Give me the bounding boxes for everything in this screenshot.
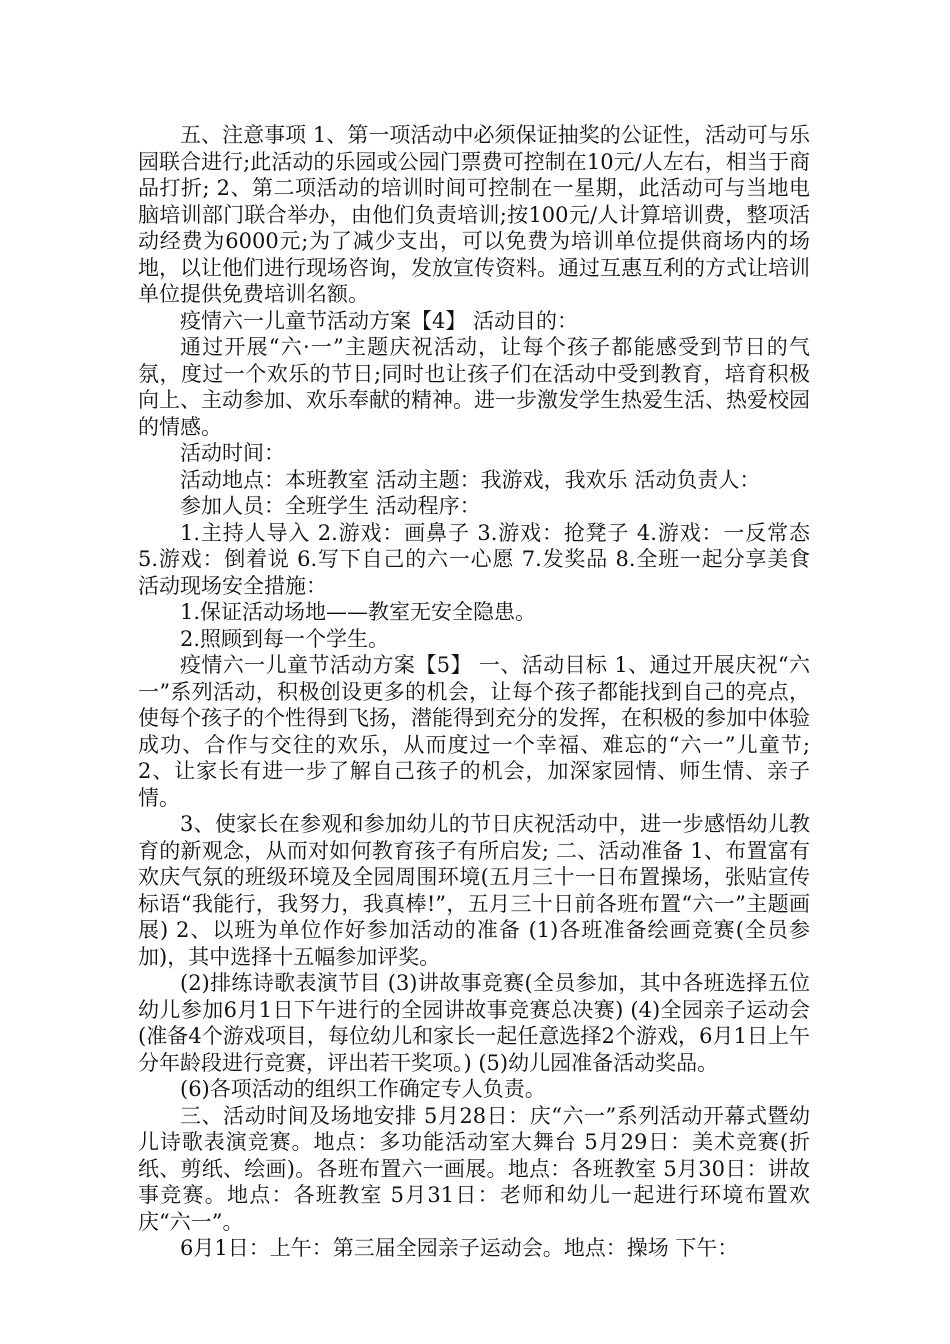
paragraph-plan-5-events: (2)排练诗歌表演节目 (3)讲故事竞赛(全员参加，其中各班选择五位幼儿参加6月1日下午进行的全园讲故事竞赛总决赛) (4)全园亲子运动会(准备4个游戏项目，每位幼儿和家长一起任意选择2个游戏，6月1日上午分年龄段进行竞赛，评出若干奖项。) (5)幼儿园准备活动奖品。 <box>138 971 810 1075</box>
paragraph-plan-5-organization: (6)各项活动的组织工作确定专人负责。 <box>180 1077 546 1101</box>
paragraph-activity-place: 活动地点：本班教室 活动主题：我游戏，我欢乐 活动负责人： <box>180 467 761 492</box>
paragraph-plan-5-schedule: 三、活动时间及场地安排 5月28日：庆“六一”系列活动开幕式暨幼儿诗歌表演竞赛。地点：多功能活动室大舞台 5月29日：美术竞赛(折纸、剪纸、绘画)。各班布置六一画展。地点：各班教室 5月30日：讲故事竞赛。地点：各班教室 5月31日：老师和幼儿一起进行环境布置欢庆“六一”。 <box>138 1103 810 1234</box>
paragraph-plan-4-heading: 疫情六一儿童节活动方案【4】 活动目的： <box>180 308 579 333</box>
paragraph-safety-2: 2.照顾到每一个学生。 <box>180 626 390 651</box>
paragraph-program: 1.主持人导入 2.游戏：画鼻子 3.游戏：抢凳子 4.游戏：一反常态 5.游戏：倒着说 6.写下自己的六一心愿 7.发奖品 8.全班一起分享美食 活动现场安全措施： <box>138 520 810 598</box>
paragraph-activity-time: 活动时间： <box>180 441 285 465</box>
paragraph-safety-1: 1.保证活动场地——教室无安全隐患。 <box>180 600 537 624</box>
paragraph-plan-5-preparation: 3、使家长在参观和参加幼儿的节日庆祝活动中，进一步感悟幼儿教育的新观念，从而对如何教育孩子有所启发; 二、活动准备 1、布置富有欢庆气氛的班级环境及全园周围环境(五月三十一日布置操场，张贴宣传标语“我能行，我努力，我真棒!”，五月三十日前各班布置“六一”主题画展) 2、以班为单位作好参加活动的准备 (1)各班准备绘画竞赛(全员参加)，其中选择十五幅参加评奖。 <box>138 812 810 969</box>
document-body <box>138 122 810 1262</box>
paragraph-plan-5-june-1: 6月1日：上午：第三届全园亲子运动会。地点：操场 下午： <box>180 1236 739 1260</box>
paragraph-plan-4-purpose: 通过开展“六·一”主题庆祝活动，让每个孩子都能感受到节日的气氛，度过一个欢乐的节日;同时也让孩子们在活动中受到教育，培育积极向上、主动参加、欢乐奉献的精神。进一步激发学生热爱生活、热爱校园的情感。 <box>138 335 810 439</box>
paragraph-plan-5-goals: 疫情六一儿童节活动方案【5】 一、活动目标 1、通过开展庆祝“六一”系列活动，积极创设更多的机会，让每个孩子都能找到自己的亮点，使每个孩子的个性得到飞扬，潜能得到充分的发挥，在积极的参加中体验成功、合作与交往的欢乐，从而度过一个幸福、难忘的“六一”儿童节; 2、让家长有进一步了解自己孩子的机会，加深家园情、师生情、亲子情。 <box>138 653 810 810</box>
paragraph-notes: 五、注意事项 1、第一项活动中必须保证抽奖的公证性，活动可与乐园联合进行;此活动的乐园或公园门票费可控制在10元/人左右，相当于商品打折; 2、第二项活动的培训时间可控制在一星期，此活动可与当地电脑培训部门联合举办，由他们负责培训;按100元/人计算培训费，整项活动经费为6000元;为了减少支出，可以免费为培训单位提供商场内的场地，以让他们进行现场咨询，发放宣传资料。通过互惠互利的方式让培训单位提供免费培训名额。 <box>138 123 810 306</box>
paragraph-participants: 参加人员：全班学生 活动程序： <box>180 494 481 518</box>
